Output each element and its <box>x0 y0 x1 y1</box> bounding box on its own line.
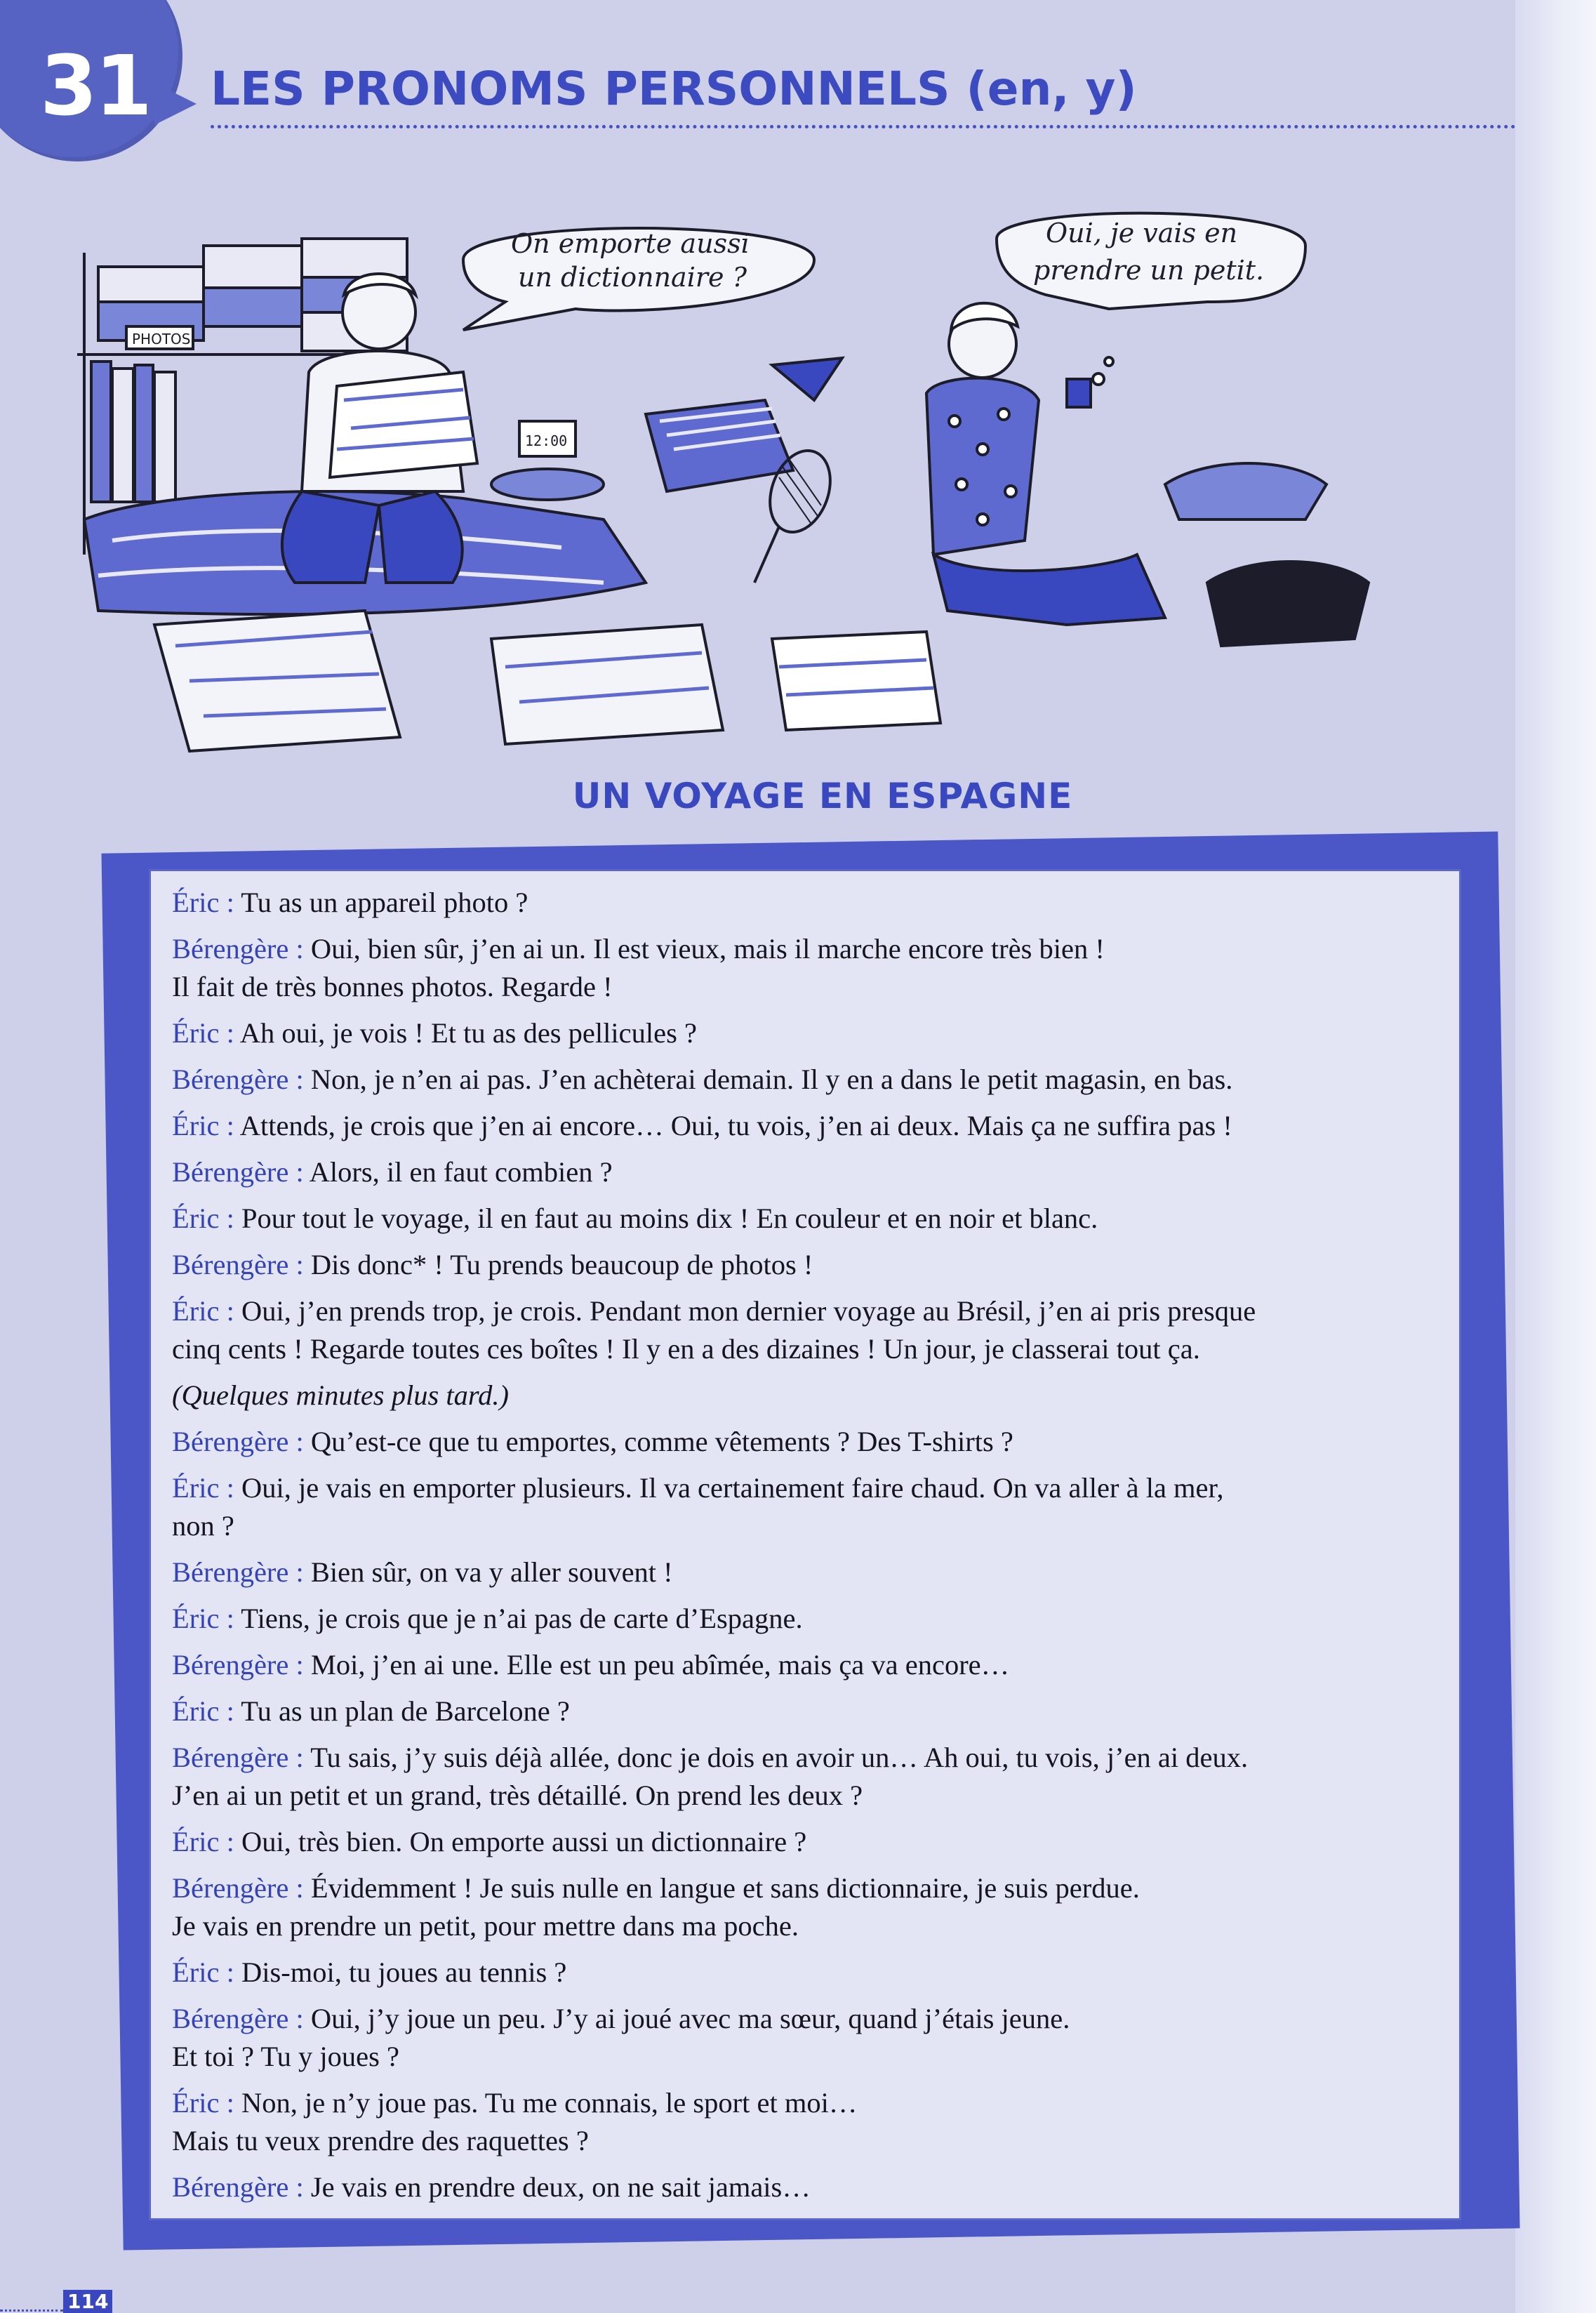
dialogue-line: Éric : Pour tout le voyage, il en faut au moins dix ! En couleur et en noir et blanc. <box>172 1202 1098 1234</box>
bubble-left-line-1: On emporte aussi <box>511 228 750 259</box>
dialogue-line: Bérengère : Oui, bien sûr, j’en ai un. Il est vieux, mais il marche encore très bien ! Il fait de très bonnes photos. Regarde ! <box>172 933 1105 1002</box>
chapter-number: 31 <box>39 37 150 134</box>
dialogue-line: Éric : Oui, j’en prends trop, je crois. Pendant mon dernier voyage au Brésil, j’en ai pris presque cinq cents ! Regarde toutes ces boîtes ! Il y en a des dizaines ! Un jour, je classerai tout ça. <box>172 1295 1256 1365</box>
clothes-pile <box>1165 463 1369 646</box>
girl-figure <box>926 303 1165 625</box>
speaker-name: Éric : <box>172 1295 234 1327</box>
speaker-name: Éric : <box>172 887 234 918</box>
speaker-name: Bérengère : <box>172 1649 304 1681</box>
dialogue-line: Bérengère : Alors, il en faut combien ? <box>172 1156 613 1188</box>
dialogue-line: Éric : Attends, je crois que j’en ai encore… Oui, tu vois, j’en ai deux. Mais ça ne suffira pas ! <box>172 1110 1232 1141</box>
bubble-left-line-2: un dictionnaire ? <box>518 262 747 293</box>
section-heading: UN VOYAGE EN ESPAGNE <box>572 776 1073 816</box>
speaker-name: Bérengère : <box>172 1426 304 1457</box>
dialogue-line: Éric : Tu as un plan de Barcelone ? <box>172 1695 570 1727</box>
dialogue-line: Éric : Oui, très bien. On emporte aussi un dictionnaire ? <box>172 1826 807 1857</box>
speaker-name: Éric : <box>172 1202 234 1234</box>
dialogue-line: Bérengère : Tu sais, j’y suis déjà allée, donc je dois en avoir un… Ah oui, tu vois, j’en ai deux. J’en ai un petit et un grand, très détaillé. On prend les deux ? <box>172 1742 1249 1811</box>
speaker-name: Bérengère : <box>172 2003 304 2034</box>
clock-label: 12:00 <box>525 432 568 449</box>
dialogue-line: Bérengère : Qu’est-ce que tu emportes, comme vêtements ? Des T-shirts ? <box>172 1426 1013 1457</box>
dialogue-line: Éric : Ah oui, je vois ! Et tu as des pellicules ? <box>172 1017 697 1049</box>
speech-bubble-left <box>463 228 814 330</box>
dialogue-line: Éric : Tiens, je crois que je n’ai pas de carte d’Espagne. <box>172 1603 803 1634</box>
dialogue-panel <box>149 869 1461 2220</box>
page-title: LES PRONOMS PERSONNELS (en, y) <box>211 62 1137 116</box>
speaker-name: Bérengère : <box>172 1556 304 1588</box>
stage-direction: (Quelques minutes plus tard.) <box>172 1379 509 1411</box>
speaker-name: Bérengère : <box>172 1249 304 1280</box>
speech-bubble-right <box>997 213 1305 309</box>
alarm-clock-icon <box>491 421 604 500</box>
page-edge <box>1515 0 1596 2313</box>
speaker-name: Bérengère : <box>172 2171 304 2203</box>
dialogue-line: Bérengère : Moi, j’en ai une. Elle est un peu abîmée, mais ça va encore… <box>172 1649 1010 1681</box>
scattered-maps <box>154 611 940 751</box>
speaker-name: Éric : <box>172 1695 234 1727</box>
suitcase-icon <box>646 400 793 491</box>
dialogue-line: Éric : Tu as un appareil photo ? <box>172 887 528 918</box>
speaker-name: Éric : <box>172 1956 234 1988</box>
page-number: 114 <box>63 2290 112 2313</box>
speaker-name: Éric : <box>172 1110 234 1141</box>
illustration <box>70 190 1376 772</box>
dialogue-line: Bérengère : Non, je n’en ai pas. J’en achèterai demain. Il y en a dans le petit magasin, en bas. <box>172 1063 1233 1095</box>
dialogue-line: Éric : Oui, je vais en emporter plusieurs. Il va certainement faire chaud. On va aller à la mer, non ? <box>172 1472 1224 1542</box>
speaker-name: Bérengère : <box>172 1156 304 1188</box>
dialogue-line: Bérengère : Je vais en prendre deux, on ne sait jamais… <box>172 2171 811 2203</box>
speaker-name: Éric : <box>172 1603 234 1634</box>
dialogue-line: Bérengère : Bien sûr, on va y aller souvent ! <box>172 1556 673 1588</box>
speaker-name: Éric : <box>172 1472 234 1504</box>
speaker-name: Bérengère : <box>172 1872 304 1904</box>
speaker-name: Bérengère : <box>172 1063 304 1095</box>
speaker-name: Bérengère : <box>172 1742 304 1773</box>
footer-rule <box>0 2309 63 2312</box>
dialogue-line: Bérengère : Dis donc* ! Tu prends beaucoup de photos ! <box>172 1249 813 1280</box>
bubble-right-line-2: prendre un petit. <box>1033 255 1265 286</box>
title-arrow-icon <box>154 83 197 125</box>
dialogue-line: Bérengère : Évidemment ! Je suis nulle en langue et sans dictionnaire, je suis perdue. Je vais en prendre un petit, pour mettre dans ma poche. <box>172 1872 1140 1942</box>
speaker-name: Éric : <box>172 1826 234 1857</box>
speaker-name: Bérengère : <box>172 933 304 965</box>
speaker-name: Éric : <box>172 1017 234 1049</box>
speaker-name: Éric : <box>172 2087 234 2119</box>
box-label: PHOTOS <box>132 331 191 347</box>
dialogue-line: Éric : Dis-moi, tu joues au tennis ? <box>172 1956 567 1988</box>
bubble-right-line-1: Oui, je vais en <box>1046 218 1238 248</box>
dialogue-line: Éric : Non, je n’y joue pas. Tu me connais, le sport et moi… Mais tu veux prendre des raquettes ? <box>172 2087 858 2156</box>
dialogue-line: Bérengère : Oui, j’y joue un peu. J’y ai joué avec ma sœur, quand j’étais jeune. Et toi ? Tu y joues ? <box>172 2003 1070 2072</box>
title-divider <box>211 125 1516 128</box>
